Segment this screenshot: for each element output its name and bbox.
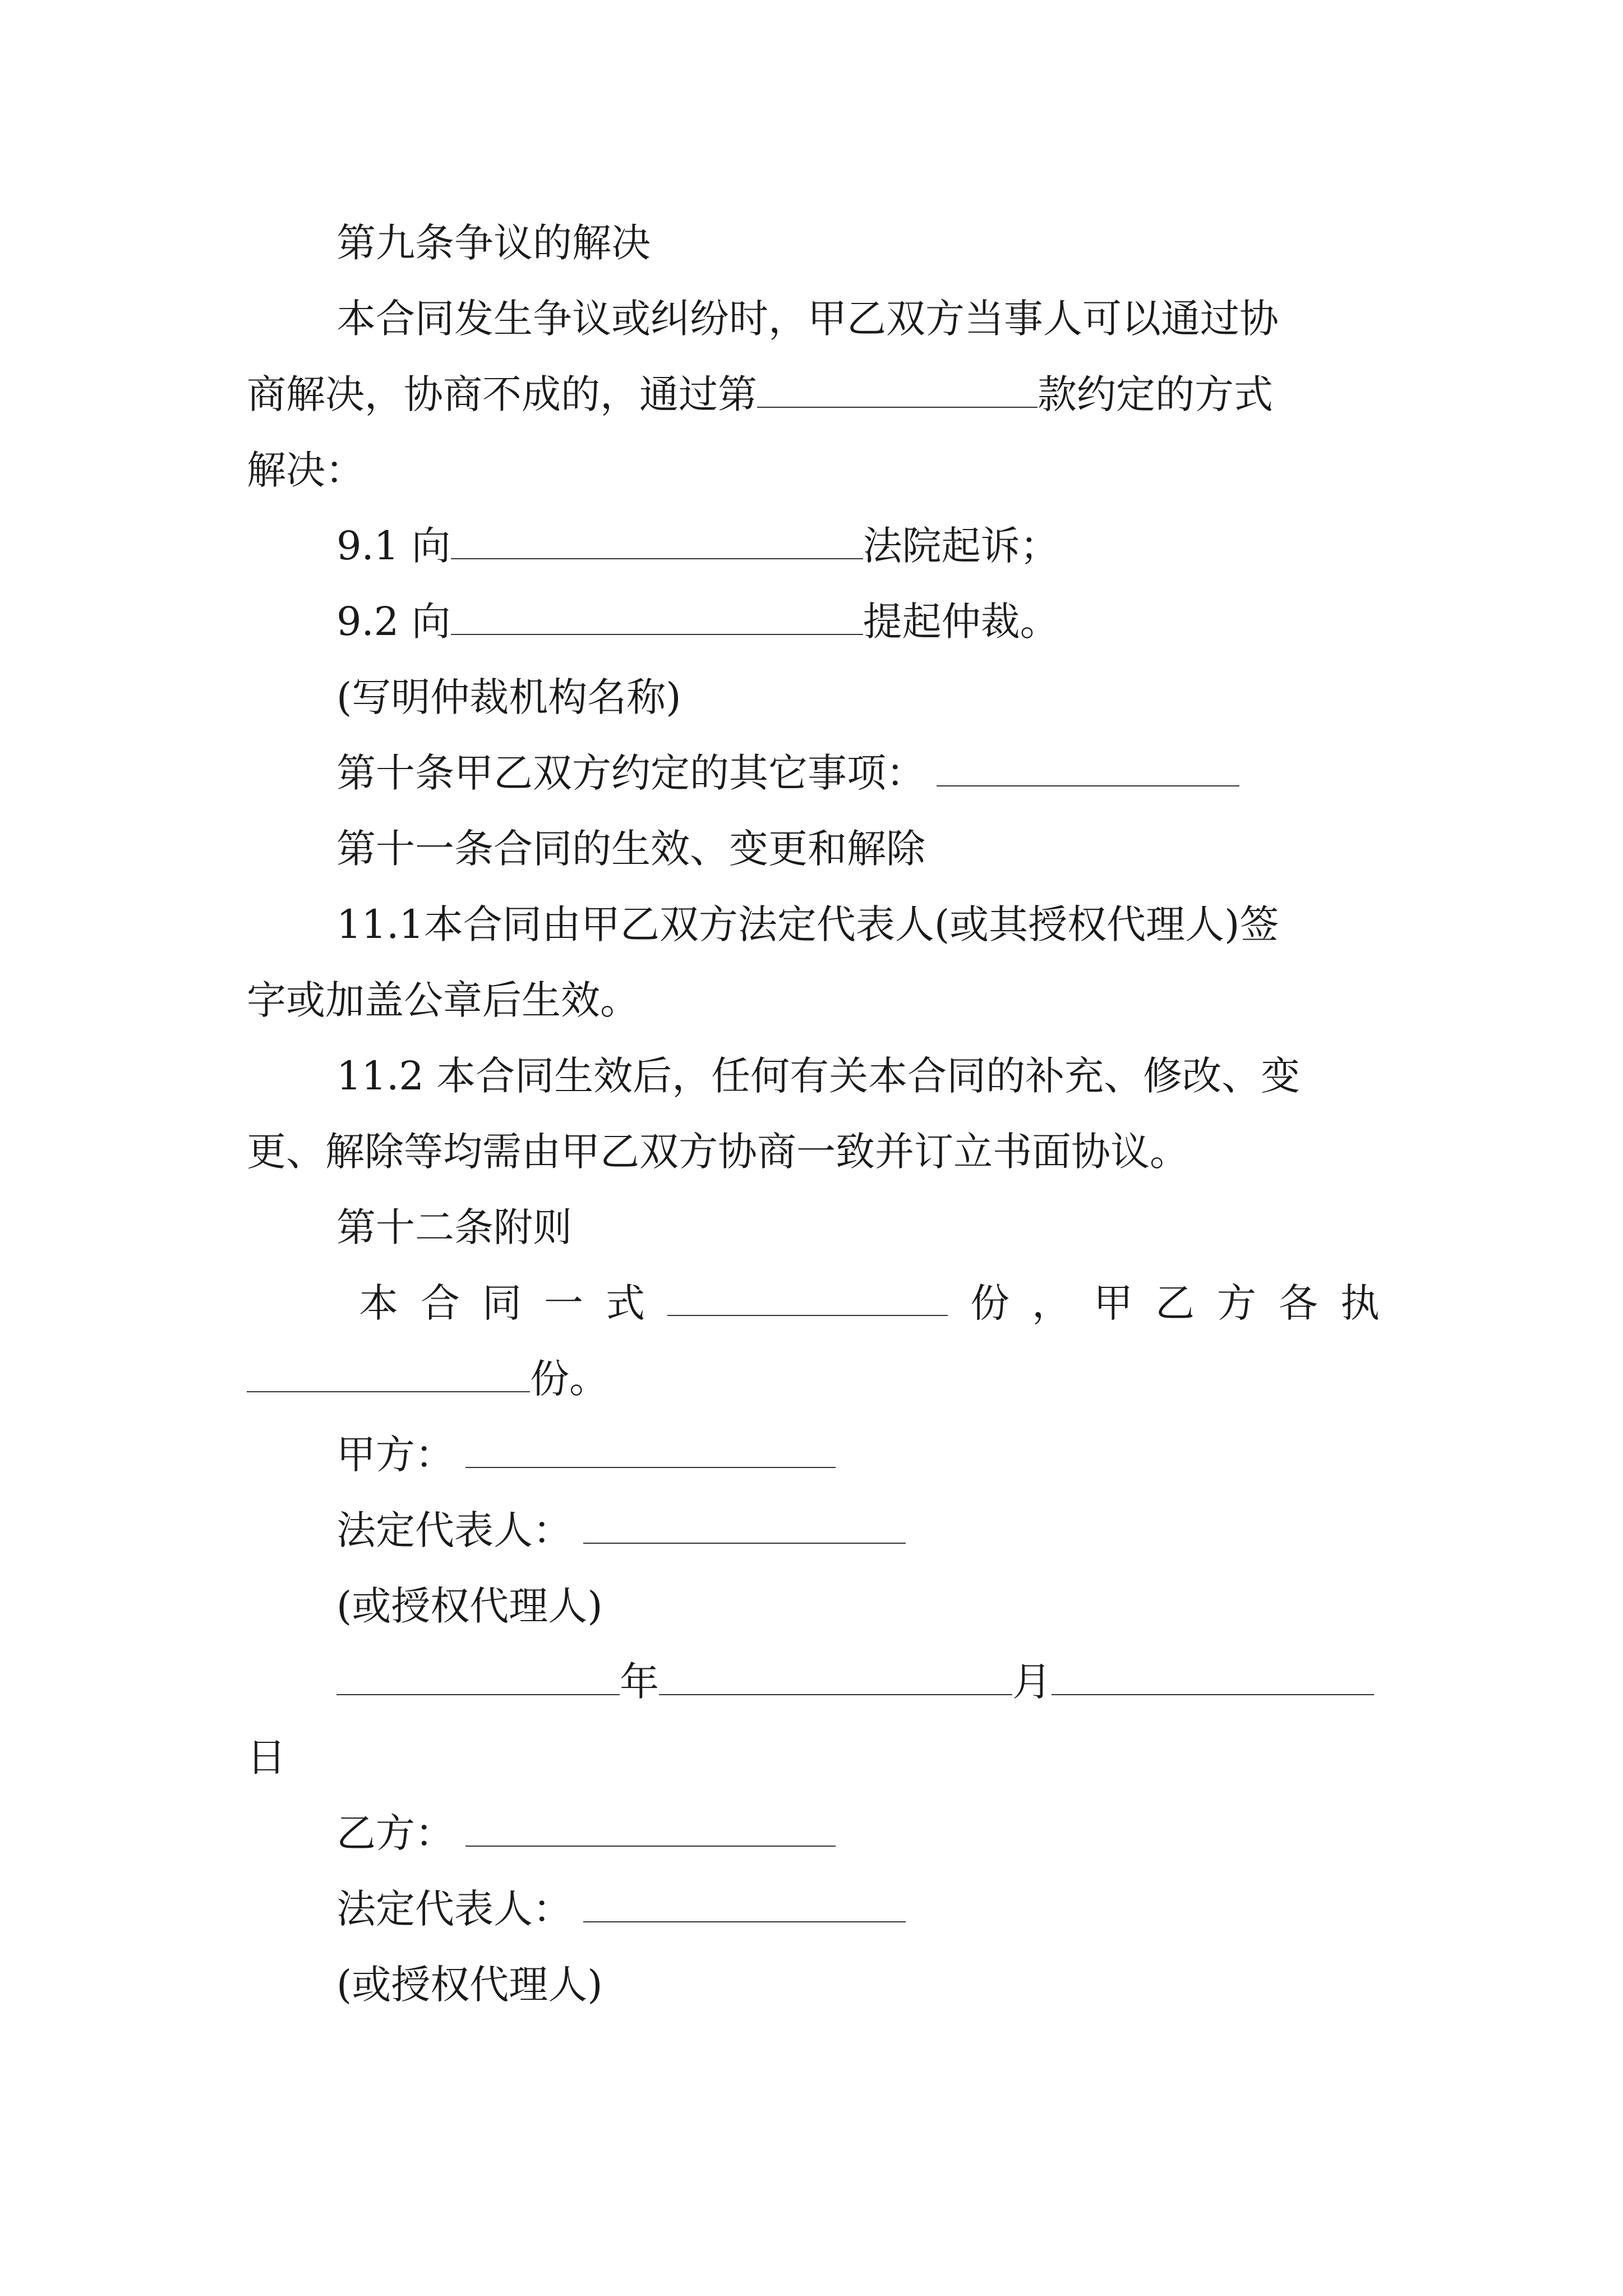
party-a-line xyxy=(336,1429,836,1480)
arbitration-note: (写明仲裁机构名称) xyxy=(336,674,681,720)
item-11-1-line-1: 11.1本合同由甲乙双方法定代表人(或其授权代理人)签 xyxy=(336,901,1279,947)
court-name-blank[interactable] xyxy=(451,521,863,559)
article-9-text-a: 商解决，协商不成的，通过第 xyxy=(247,371,757,417)
month-label: 月 xyxy=(1012,1659,1052,1705)
copies-char: 各 xyxy=(1279,1280,1318,1326)
legal-rep-a-line xyxy=(336,1505,906,1556)
article-9-paragraph-line-3: 解决： xyxy=(247,447,365,493)
party-b-label: 乙方： xyxy=(336,1810,454,1856)
item-11-1-line-2: 字或加盖公章后生效。 xyxy=(247,977,639,1023)
copies-line xyxy=(247,1278,1380,1328)
copies-char: 份 xyxy=(970,1280,1009,1326)
copies-char: 合 xyxy=(421,1280,460,1326)
article-9-paragraph-line-1: 本合同发生争议或纠纷时，甲乙双方当事人可以通过协 xyxy=(336,296,1279,342)
party-a-label: 甲方： xyxy=(336,1432,454,1478)
party-b-blank[interactable] xyxy=(465,1809,836,1847)
item-11-2-line-1: 11.2 本合同生效后，任何有关本合同的补充、修改、变 xyxy=(336,1053,1301,1099)
copies-line-2 xyxy=(247,1354,608,1404)
item-9-2-text: 提起仲裁。 xyxy=(863,599,1059,645)
day-label: 日 xyxy=(247,1734,286,1780)
arbitration-body-blank[interactable] xyxy=(451,597,863,635)
article-10-text: 第十条甲乙双方约定的其它事项： xyxy=(336,750,925,796)
item-9-1-text: 法院起诉； xyxy=(863,523,1059,569)
copies-char: 方 xyxy=(1217,1280,1256,1326)
agent-b-note: (或授权代理人) xyxy=(336,1962,603,2008)
item-11-2-line-2: 更、解除等均需由甲乙双方协商一致并订立书面协议。 xyxy=(247,1129,1189,1175)
copies-char: 本 xyxy=(359,1280,398,1326)
clause-number-blank[interactable] xyxy=(757,370,1038,408)
copies-char: 一 xyxy=(544,1280,583,1326)
article-12-title: 第十二条附则 xyxy=(336,1204,572,1250)
other-matters-blank[interactable] xyxy=(937,748,1239,786)
copies-char: 式 xyxy=(606,1280,645,1326)
day-blank[interactable] xyxy=(1052,1657,1374,1695)
legal-rep-a-blank[interactable] xyxy=(583,1506,906,1544)
legal-rep-b-blank[interactable] xyxy=(583,1884,906,1922)
article-9-title: 第九条争议的解决 xyxy=(336,220,651,266)
article-9-text-b: 款约定的方式 xyxy=(1038,371,1273,417)
copies-count-blank[interactable] xyxy=(667,1278,948,1316)
article-9-paragraph-line-2 xyxy=(247,369,1273,420)
legal-rep-b-line xyxy=(336,1884,906,1934)
legal-rep-a-label: 法定代表人： xyxy=(336,1507,572,1553)
copies-end-text: 份。 xyxy=(530,1356,608,1402)
legal-rep-b-label: 法定代表人： xyxy=(336,1886,572,1932)
date-line xyxy=(336,1657,1374,1707)
year-label: 年 xyxy=(620,1659,659,1705)
copies-char: 乙 xyxy=(1155,1280,1195,1326)
agent-a-note: (或授权代理人) xyxy=(336,1583,603,1629)
month-blank[interactable] xyxy=(659,1657,1012,1695)
item-9-1 xyxy=(336,521,1059,571)
copies-each-blank[interactable] xyxy=(247,1354,530,1392)
party-b-line xyxy=(336,1808,836,1858)
copies-char: 同 xyxy=(482,1280,522,1326)
copies-char: ， xyxy=(1032,1280,1071,1326)
item-9-2-label: 9.2 向 xyxy=(336,599,451,645)
article-10 xyxy=(336,748,1239,798)
item-9-2 xyxy=(336,596,1059,647)
article-11-title: 第十一条合同的生效、变更和解除 xyxy=(336,826,925,872)
copies-char: 甲 xyxy=(1094,1280,1133,1326)
party-a-blank[interactable] xyxy=(465,1430,836,1468)
copies-char: 执 xyxy=(1340,1280,1380,1326)
item-9-1-label: 9.1 向 xyxy=(336,523,451,569)
year-blank[interactable] xyxy=(336,1657,620,1695)
